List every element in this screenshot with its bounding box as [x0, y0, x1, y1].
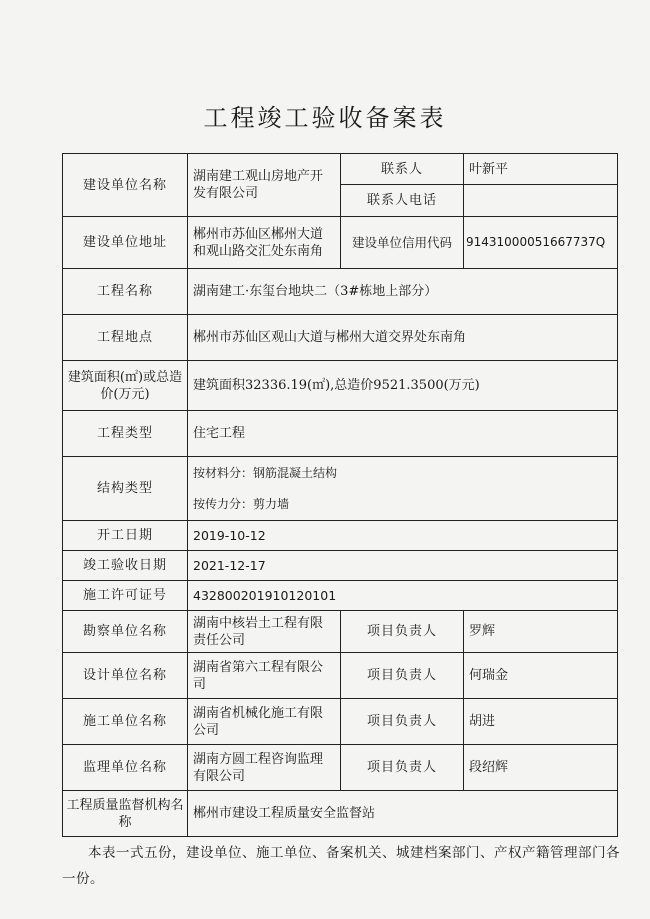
survey-manager-label: 项目负责人: [341, 611, 464, 653]
builder-address-value: 郴州市苏仙区郴州大道和观山路交汇处东南角: [188, 217, 341, 269]
supervision-unit-label: 监理单位名称: [63, 745, 188, 791]
design-unit-label: 设计单位名称: [63, 653, 188, 699]
completion-date-label: 竣工验收日期: [63, 551, 188, 581]
supervision-manager-label: 项目负责人: [341, 745, 464, 791]
page-title: 工程竣工验收备案表: [203, 104, 447, 132]
structure-by-force: 按传力分：剪力墙: [193, 496, 290, 511]
design-manager-value: 何瑞金: [464, 653, 618, 699]
contact-phone-label: 联系人电话: [341, 185, 464, 217]
project-location-label: 工程地点: [63, 315, 188, 361]
construction-unit-value: 湖南省机械化施工有限公司: [188, 699, 341, 745]
credit-code-value: 91431000051667737Q: [464, 217, 618, 269]
start-date-label: 开工日期: [63, 521, 188, 551]
table-row: [63, 581, 618, 611]
table-row: [63, 791, 618, 837]
builder-name-value: 湖南建工观山房地产开发有限公司: [188, 154, 341, 217]
table-row: [63, 611, 618, 653]
builder-name-label: 建设单位名称: [63, 154, 188, 217]
supervision-unit-value: 湖南方圆工程咨询监理有限公司: [188, 745, 341, 791]
table-row: [63, 315, 618, 361]
structure-type-value: [188, 457, 618, 521]
design-unit-value: 湖南省第六工程有限公司: [188, 653, 341, 699]
quality-agency-label: 工程质量监督机构名称: [63, 791, 188, 837]
project-name-value: 湖南建工·东玺台地块二（3#栋地上部分）: [188, 269, 618, 315]
construction-manager-label: 项目负责人: [341, 699, 464, 745]
structure-by-material: 按材料分：钢筋混凝土结构: [193, 465, 338, 480]
survey-unit-label: 勘察单位名称: [63, 611, 188, 653]
area-cost-value: 建筑面积32336.19(㎡),总造价9521.3500(万元): [188, 361, 618, 411]
table-row: [63, 551, 618, 581]
table-row: [63, 745, 618, 791]
project-type-value: 住宅工程: [188, 411, 618, 457]
contact-value: 叶新平: [464, 154, 618, 185]
completion-date-value: 2021-12-17: [188, 551, 618, 581]
table-row: [63, 154, 618, 185]
structure-type-label: 结构类型: [63, 457, 188, 521]
footer-note: 本表一式五份，建设单位、施工单位、备案机关、城建档案部门、产权产籍管理部门各一份。: [62, 845, 620, 887]
table-row: [63, 521, 618, 551]
survey-unit-value: 湖南中核岩土工程有限责任公司: [188, 611, 341, 653]
construction-manager-value: 胡进: [464, 699, 618, 745]
table-row: [63, 217, 618, 269]
construction-unit-label: 施工单位名称: [63, 699, 188, 745]
table-row: [63, 269, 618, 315]
survey-manager-value: 罗辉: [464, 611, 618, 653]
table-row: [63, 457, 618, 521]
table-row: [63, 653, 618, 699]
permit-value: 432800201910120101: [188, 581, 618, 611]
table-row: [63, 411, 618, 457]
start-date-value: 2019-10-12: [188, 521, 618, 551]
design-manager-label: 项目负责人: [341, 653, 464, 699]
supervision-manager-value: 段绍辉: [464, 745, 618, 791]
project-name-label: 工程名称: [63, 269, 188, 315]
table-row: [63, 699, 618, 745]
permit-label: 施工许可证号: [63, 581, 188, 611]
credit-code-label: 建设单位信用代码: [341, 217, 464, 269]
project-location-value: 郴州市苏仙区观山大道与郴州大道交界处东南角: [188, 315, 618, 361]
contact-phone-value: [464, 185, 618, 217]
contact-label: 联系人: [341, 154, 464, 185]
project-type-label: 工程类型: [63, 411, 188, 457]
filing-form-table: [62, 153, 618, 837]
builder-address-label: 建设单位地址: [63, 217, 188, 269]
quality-agency-value: 郴州市建设工程质量安全监督站: [188, 791, 618, 837]
area-cost-label: 建筑面积(㎡)或总造价(万元): [63, 361, 188, 411]
table-row: [63, 361, 618, 411]
